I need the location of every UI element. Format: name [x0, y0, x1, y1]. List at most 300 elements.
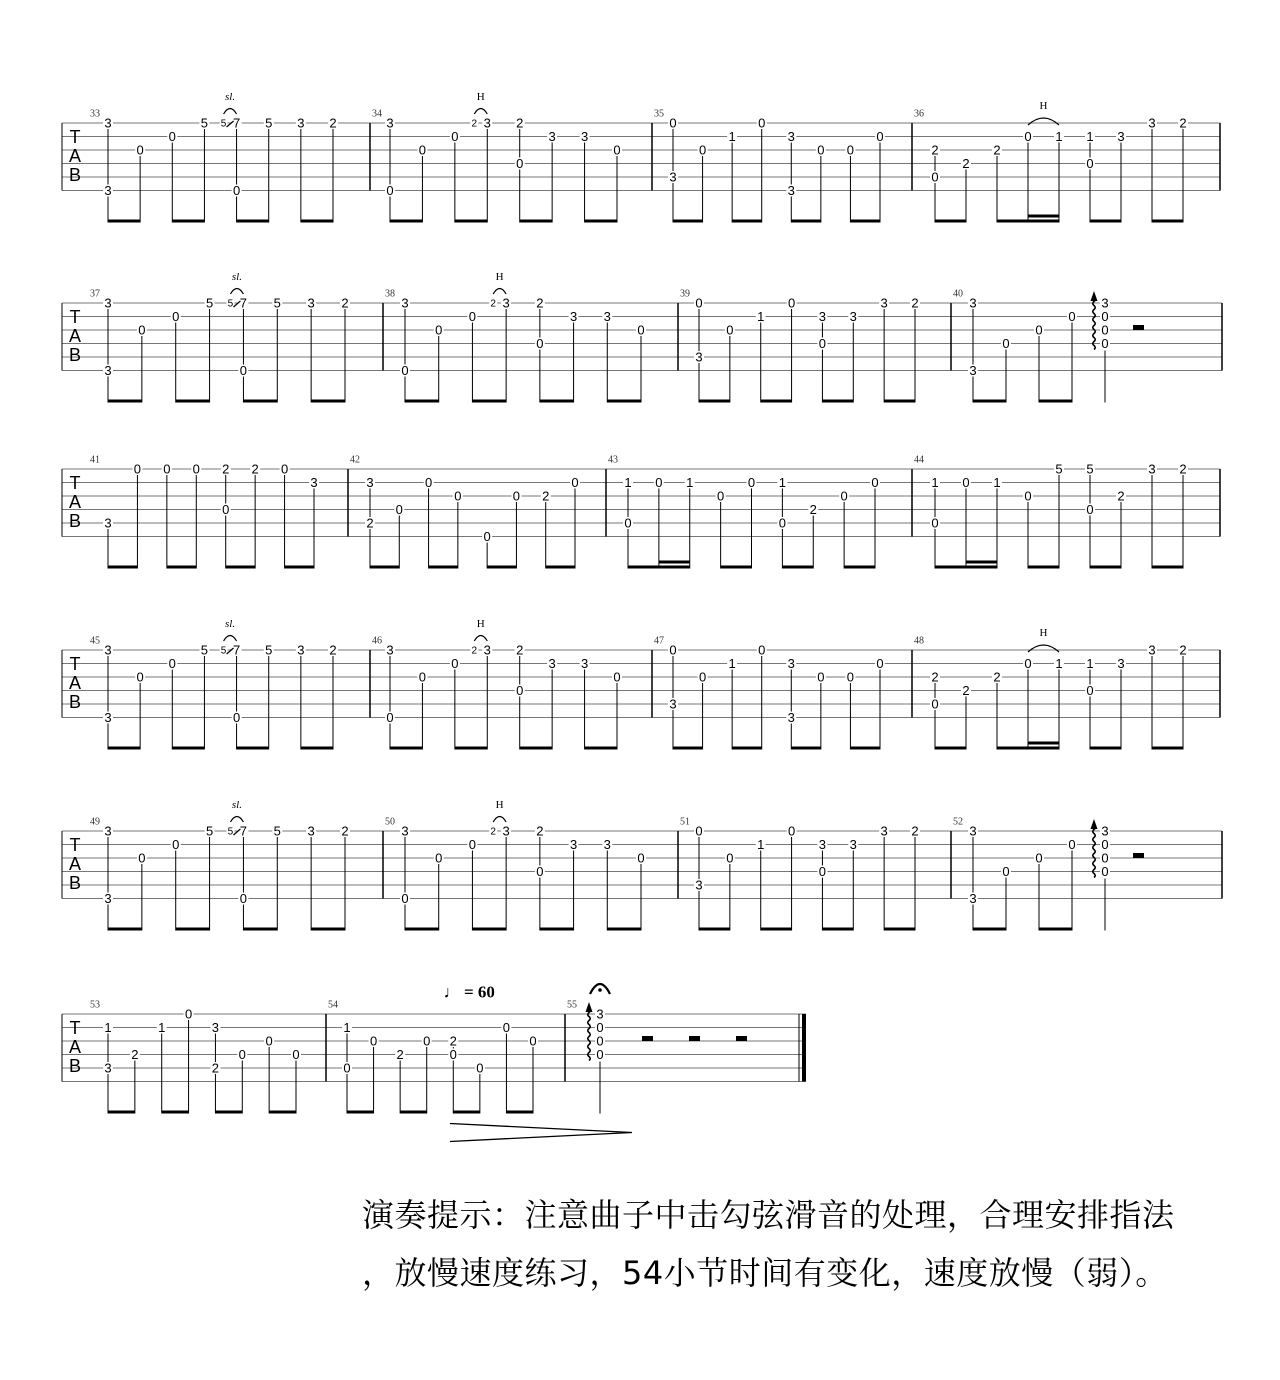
fret-number: 0: [468, 309, 477, 324]
fret-number: 0: [876, 656, 884, 671]
fret-number: 0: [1101, 837, 1109, 852]
measure-number: 38: [385, 288, 395, 300]
tab-clef-letter: A: [68, 673, 82, 693]
fret-number: 2: [993, 142, 1001, 158]
measure-number: 37: [90, 288, 100, 300]
tab-system: [62, 618, 1220, 750]
measure-number: 55: [567, 999, 577, 1011]
fret-number: 2: [931, 142, 939, 158]
measure-50: [383, 799, 646, 931]
fret-number: 1: [778, 475, 786, 490]
measure-number: 43: [608, 454, 618, 466]
fret-number: 3: [104, 891, 112, 906]
eighth-beam: [226, 566, 255, 569]
fret-number: 3: [502, 295, 510, 311]
fret-number: 3: [211, 1020, 220, 1035]
eighth-beam: [1090, 747, 1121, 750]
fret-number: 0: [818, 864, 827, 879]
fret-number: 0: [401, 891, 409, 906]
sixteenth-beam: [1028, 742, 1059, 745]
tab-clef-letter: A: [68, 1037, 82, 1057]
eighth-beam: [237, 220, 269, 223]
fret-number: 0: [1024, 656, 1032, 671]
fret-number: 0: [817, 142, 825, 158]
slur-arc: [224, 109, 237, 115]
half-rest: [642, 1036, 653, 1041]
fret-number: 5: [265, 115, 273, 131]
fret-number: 0: [846, 142, 855, 158]
fret-number: 3: [849, 837, 857, 852]
measure-40: [951, 289, 1144, 403]
fret-number: 0: [232, 183, 241, 198]
eighth-beam: [822, 400, 853, 403]
eighth-beam: [455, 220, 487, 223]
fermata-dot: [598, 988, 602, 992]
fret-number: 3: [104, 515, 112, 531]
tab-system: [62, 91, 1220, 223]
eighth-beam: [172, 747, 204, 750]
eighth-beam: [761, 400, 792, 403]
fret-number: 3: [401, 823, 409, 839]
fret-number: 0: [1101, 864, 1109, 879]
eighth-beam: [973, 928, 1006, 931]
fret-number: 0: [369, 1033, 378, 1049]
fret-number: 2: [396, 1047, 404, 1062]
slide-label: sl.: [225, 91, 236, 103]
fret-number: 0: [1086, 156, 1094, 171]
eighth-beam: [520, 220, 552, 223]
fret-number: 0: [265, 1033, 273, 1049]
fret-number: 0: [454, 488, 462, 504]
measure-number: 36: [914, 108, 924, 120]
fret-number: 3: [104, 1060, 112, 1076]
fret-number: 0: [136, 142, 144, 158]
fret-number: 0: [717, 488, 725, 504]
eighth-beam: [400, 1111, 427, 1114]
fret-number: 3: [1148, 461, 1156, 477]
fret-number: 0: [168, 129, 176, 144]
measure-number: 40: [953, 288, 963, 300]
measure-39: [678, 289, 920, 403]
fret-number: 2: [809, 502, 817, 517]
measure-number: 51: [680, 816, 690, 828]
fret-number: 0: [168, 656, 176, 671]
fret-number: 0: [451, 129, 459, 144]
eighth-beam: [1090, 220, 1121, 223]
measure-number: 33: [90, 108, 100, 120]
fret-number: 0: [449, 1047, 457, 1062]
eighth-beam: [472, 400, 506, 403]
fret-number: 3: [297, 642, 305, 658]
fret-number: 1: [158, 1020, 166, 1035]
fret-number: 0: [596, 1047, 604, 1062]
fret-number: 7: [239, 295, 248, 311]
slur-arc: [230, 289, 243, 295]
measure-number: 39: [680, 288, 690, 300]
fret-number: 0: [931, 169, 939, 185]
fret-number: 0: [787, 823, 796, 839]
fret-number: 0: [637, 322, 645, 338]
fret-number: 2: [536, 823, 544, 839]
tab-clef-letter: T: [69, 127, 81, 147]
sixteenth-beam: [966, 561, 997, 564]
fret-number: 0: [1101, 336, 1109, 351]
fret-number: 0: [571, 475, 579, 490]
fret-number: 0: [1024, 129, 1032, 144]
fret-number: 5: [273, 823, 281, 839]
eighth-beam: [997, 747, 1059, 750]
hammer-on-label: H: [476, 618, 485, 630]
fret-number: 0: [418, 669, 427, 685]
fret-number: 3: [580, 656, 589, 671]
fret-number: 0: [483, 529, 491, 544]
fret-number: 1: [757, 309, 765, 324]
fret-number: 1: [993, 475, 1001, 490]
fret-number: 3: [787, 710, 795, 725]
fret-number: 2: [536, 295, 544, 311]
hammer-on-arc: [1028, 645, 1059, 652]
measure-36: [912, 100, 1188, 223]
fret-number: 3: [880, 295, 888, 311]
eighth-beam: [935, 220, 966, 223]
eighth-beam: [520, 747, 552, 750]
fret-number: 3: [695, 877, 703, 893]
fret-number: 2: [1179, 642, 1187, 658]
fret-number: 1: [931, 475, 939, 490]
fret-number: 0: [136, 669, 144, 685]
fret-number: 0: [138, 850, 146, 866]
eighth-beam: [884, 400, 915, 403]
grace-note: 5: [227, 298, 234, 310]
eighth-beam: [1028, 566, 1059, 569]
fret-number: 1: [624, 475, 632, 490]
fret-number: 3: [969, 363, 977, 378]
tab-clef-letter: T: [69, 307, 81, 327]
fret-number: 0: [386, 183, 394, 198]
arpeggio-wavy-line: [588, 1009, 591, 1061]
tab-clef-letter: B: [68, 692, 82, 712]
eighth-beam: [732, 747, 762, 750]
fret-number: 3: [1117, 656, 1125, 671]
fret-number: 3: [310, 475, 318, 490]
fret-number: 0: [871, 475, 879, 490]
performance-tip-line-2: ，放慢速度练习，54小节时间有变化，速度放慢（弱）。: [362, 1254, 1168, 1292]
fret-number: 2: [329, 642, 337, 658]
measure-number: 48: [914, 635, 924, 647]
fret-number: 0: [695, 295, 703, 311]
fret-number: 5: [1055, 461, 1063, 477]
eighth-beam: [1152, 566, 1183, 569]
tab-clef-letter: B: [68, 873, 82, 893]
slur-arc: [224, 636, 237, 642]
slide-label: sl.: [225, 618, 236, 630]
eighth-beam: [1039, 928, 1072, 931]
measure-number: 45: [90, 635, 100, 647]
eighth-beam: [540, 400, 574, 403]
fret-number: 3: [1117, 129, 1125, 144]
fret-number: 0: [1101, 309, 1109, 324]
grace-note: 2: [471, 645, 478, 657]
fret-number: 0: [655, 475, 663, 490]
tab-clef-letter: B: [68, 345, 82, 365]
tab-clef-letter: T: [69, 654, 81, 674]
fret-number: 0: [846, 669, 855, 685]
fret-number: 2: [341, 295, 349, 311]
eighth-beam: [791, 220, 821, 223]
eighth-beam: [347, 1111, 374, 1114]
fret-number: 0: [536, 864, 544, 879]
eighth-beam: [850, 220, 880, 223]
measure-52: [951, 817, 1144, 931]
fret-number: 5: [200, 115, 209, 131]
fret-number: 0: [931, 515, 939, 531]
measure-number: 34: [372, 108, 382, 120]
fret-number: 0: [163, 461, 171, 477]
measure-number: 47: [654, 635, 664, 647]
measure-55: [565, 984, 806, 1114]
fret-number: 0: [401, 363, 409, 378]
fret-number: 0: [596, 1033, 604, 1049]
fret-number: 0: [280, 461, 289, 477]
arpeggio-arrow-icon: [1091, 819, 1098, 829]
fret-number: 0: [637, 850, 645, 866]
measure-number: 46: [372, 635, 382, 647]
eighth-beam: [108, 566, 137, 569]
fret-number: 1: [1055, 129, 1063, 144]
tab-clef-letter: A: [68, 326, 82, 346]
fret-number: 3: [569, 837, 578, 852]
measure-54: [326, 983, 632, 1142]
measure-49: [90, 799, 350, 931]
fret-number: 0: [476, 1060, 484, 1076]
fret-number: 2: [931, 669, 939, 685]
fret-number: 0: [192, 461, 200, 477]
fret-number: 0: [695, 823, 703, 839]
grace-note: 2: [471, 118, 478, 130]
fret-number: 0: [435, 322, 443, 338]
fret-number: 0: [1068, 309, 1076, 324]
measure-number: 54: [328, 999, 338, 1011]
eighth-beam: [607, 400, 641, 403]
fret-number: 2: [1179, 115, 1187, 131]
measure-53: [90, 1000, 301, 1114]
fret-number: 2: [449, 1033, 457, 1049]
eighth-beam: [628, 566, 690, 569]
hammer-on-label: H: [495, 271, 504, 283]
fret-number: 0: [624, 515, 632, 531]
eighth-beam: [167, 566, 196, 569]
fret-number: 1: [757, 837, 765, 852]
fret-number: 0: [1101, 850, 1109, 866]
measure-35: [652, 109, 885, 223]
eighth-beam: [108, 220, 140, 223]
tab-system: [62, 983, 806, 1142]
fret-number: 0: [343, 1060, 351, 1076]
fret-number: 0: [1035, 322, 1043, 338]
fret-number: 0: [962, 475, 970, 490]
fret-number: 0: [386, 710, 394, 725]
fret-number: 0: [536, 336, 544, 351]
fret-number: 0: [818, 336, 827, 351]
sixteenth-beam: [659, 561, 690, 564]
fret-number: 2: [329, 115, 337, 131]
fret-number: 0: [1086, 683, 1094, 698]
hammer-on-arc: [1028, 118, 1059, 125]
half-rest: [1133, 853, 1144, 858]
fret-number: 3: [596, 1006, 604, 1022]
fret-number: 0: [1068, 837, 1076, 852]
eighth-beam: [301, 220, 333, 223]
fret-number: 3: [818, 837, 827, 852]
fret-number: 0: [1086, 502, 1094, 517]
eighth-beam: [405, 928, 439, 931]
eighth-beam: [176, 928, 210, 931]
eighth-beam: [370, 566, 399, 569]
measure-number: 52: [953, 816, 963, 828]
fret-number: 7: [239, 823, 248, 839]
final-barline-thick: [802, 1014, 806, 1082]
fret-number: 0: [1024, 488, 1032, 504]
hammer-on-label: H: [1039, 100, 1048, 112]
tab-system: [62, 455, 1220, 569]
hammer-on-label: H: [495, 799, 504, 811]
eighth-beam: [1152, 220, 1183, 223]
eighth-beam: [176, 400, 210, 403]
fret-number: 1: [1055, 656, 1063, 671]
fret-number: 1: [728, 129, 736, 144]
eighth-beam: [997, 220, 1059, 223]
fret-number: 2: [516, 642, 524, 658]
eighth-beam: [850, 747, 880, 750]
eighth-beam: [782, 566, 813, 569]
fret-number: 3: [483, 115, 491, 131]
tab-clef-letter: A: [68, 146, 82, 166]
fret-number: 0: [817, 669, 825, 685]
fret-number: 3: [787, 183, 795, 198]
fret-number: 3: [849, 309, 857, 324]
fret-number: 0: [133, 461, 142, 477]
fret-number: 2: [1179, 461, 1187, 477]
fret-number: 0: [232, 710, 241, 725]
fret-number: 3: [695, 349, 703, 365]
eighth-beam: [822, 928, 853, 931]
measure-44: [912, 455, 1188, 569]
measure-number: 42: [350, 454, 360, 466]
fret-number: 2: [211, 1060, 220, 1076]
eighth-beam: [215, 1111, 242, 1114]
sixteenth-beam: [1028, 215, 1059, 218]
eighth-beam: [673, 747, 703, 750]
fret-number: 3: [386, 642, 394, 658]
fret-number: 0: [726, 322, 734, 338]
eighth-beam: [761, 928, 792, 931]
fret-number: 5: [205, 295, 214, 311]
eighth-beam: [935, 566, 997, 569]
eighth-beam: [108, 400, 142, 403]
fret-number: 2: [911, 295, 919, 311]
fret-number: 0: [138, 322, 146, 338]
tab-clef-letter: T: [69, 835, 81, 855]
eighth-beam: [791, 747, 821, 750]
tab-clef-letter: B: [68, 1056, 82, 1076]
fret-number: 0: [747, 475, 756, 490]
eighth-beam: [699, 400, 730, 403]
fret-number: 0: [239, 891, 248, 906]
fret-number: 2: [131, 1047, 139, 1062]
tab-clef-letter: T: [69, 473, 81, 493]
eighth-beam: [285, 566, 314, 569]
fret-number: 3: [483, 642, 491, 658]
eighth-beam: [429, 566, 458, 569]
fret-number: 0: [184, 1006, 193, 1022]
fret-number: 3: [104, 295, 112, 311]
tab-clef-letter: B: [68, 511, 82, 531]
eighth-beam: [455, 747, 487, 750]
hammer-on-label: H: [476, 91, 485, 103]
eighth-beam: [973, 400, 1006, 403]
grace-note: 2: [490, 298, 496, 310]
fret-number: 5: [273, 295, 281, 311]
fret-number: 0: [698, 669, 707, 685]
arpeggio-wavy-line: [1093, 298, 1096, 350]
fret-number: 0: [395, 502, 403, 517]
fret-number: 0: [1035, 850, 1043, 866]
fret-number: 0: [435, 850, 443, 866]
fret-number: 3: [969, 295, 977, 311]
fret-number: 0: [613, 142, 621, 158]
fret-number: 7: [232, 115, 241, 131]
measure-45: [90, 618, 338, 750]
eighth-beam: [884, 928, 915, 931]
fret-number: 0: [669, 115, 677, 131]
fret-number: 0: [222, 502, 230, 517]
slur-arc: [474, 636, 487, 642]
eighth-beam: [844, 566, 875, 569]
eighth-beam: [390, 747, 422, 750]
eighth-beam: [935, 747, 966, 750]
fret-number: 5: [205, 823, 214, 839]
arpeggio-arrow-icon: [586, 1002, 593, 1012]
measure-43: [606, 455, 880, 569]
fret-number: 3: [366, 475, 374, 490]
grace-note: 5: [220, 645, 227, 657]
slur-arc: [493, 289, 506, 295]
measure-34: [370, 91, 622, 223]
fret-number: 5: [265, 642, 273, 658]
grace-note: 5: [220, 118, 227, 130]
fret-number: 3: [548, 656, 556, 671]
fret-number: 3: [104, 642, 112, 658]
fret-number: 0: [726, 850, 734, 866]
half-rest: [736, 1036, 747, 1041]
eighth-beam: [453, 1111, 480, 1114]
fret-number: 0: [758, 642, 766, 658]
fret-number: 0: [516, 683, 524, 698]
fret-number: 1: [686, 475, 694, 490]
eighth-beam: [607, 928, 641, 931]
fret-number: 3: [104, 823, 112, 839]
fret-number: 0: [239, 363, 248, 378]
fret-number: 2: [222, 461, 230, 477]
eighth-beam: [472, 928, 506, 931]
fret-number: 0: [596, 1020, 604, 1035]
fret-number: 5: [200, 642, 209, 658]
fret-number: 0: [669, 642, 677, 658]
fret-number: 3: [969, 891, 977, 906]
fret-number: 3: [1101, 295, 1109, 311]
measure-33: [90, 91, 338, 223]
fret-number: 0: [172, 837, 180, 852]
